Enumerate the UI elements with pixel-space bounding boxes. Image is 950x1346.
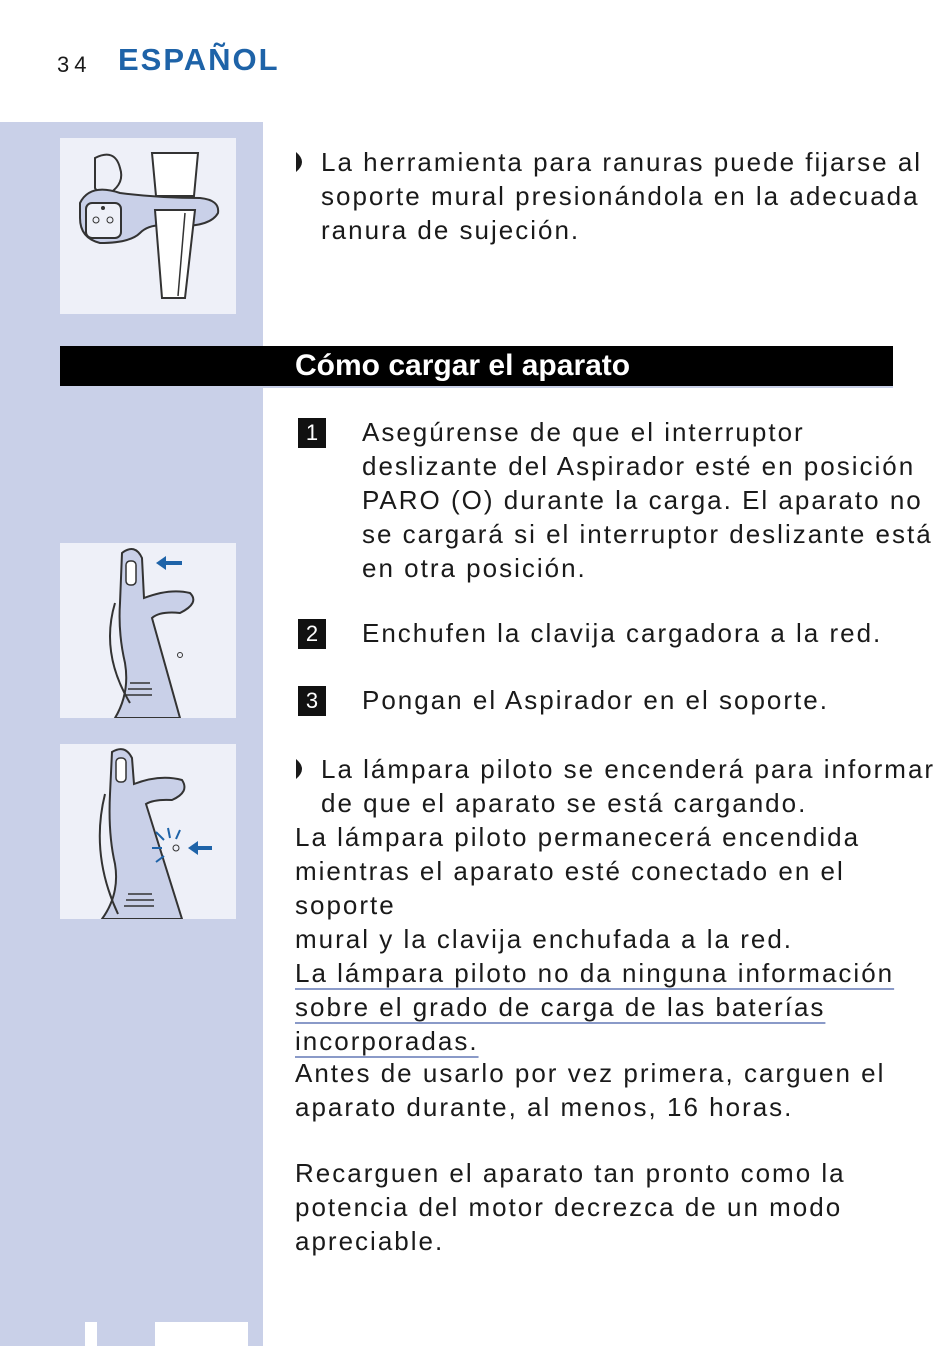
step-number-2: 2 [298, 619, 326, 649]
first-use-text: Antes de usarlo por vez primera, carguen el aparato durante, al menos, 16 horas. [295, 1058, 886, 1122]
page-number: 34 [57, 52, 92, 77]
pilot-lamp-illustration [60, 744, 236, 919]
pilot-note-line: La lámpara piloto no da ninguna información [295, 958, 895, 988]
language-heading: ESPAÑOL [118, 42, 280, 77]
bullet-icon [296, 759, 308, 779]
wall-mount-illustration [60, 138, 236, 314]
intro-text: La herramienta para ranuras puede fijarse al soporte mural presionándola en la adecuada ranura de sujeción. [321, 147, 923, 245]
step-3-text: Pongan el Aspirador en el soporte. [362, 685, 829, 715]
step-number-3: 3 [298, 686, 326, 716]
footer-mark [155, 1322, 248, 1346]
pilot-bullet-text: La lámpara piloto se encenderá para informar de que el aparato se está cargando. [321, 754, 936, 818]
recharge-text: Recarguen el aparato tan pronto como la potencia del motor decrezca de un modo apreciable. [295, 1158, 846, 1256]
bullet-icon [296, 152, 308, 172]
slide-switch-illustration [60, 543, 236, 718]
footer-mark [85, 1322, 97, 1346]
step-number-1: 1 [298, 418, 326, 448]
pilot-note-line: sobre el grado de carga de las baterías [295, 992, 826, 1022]
step-1-text: Asegúrense de que el interruptor deslizante del Aspirador esté en posición PARO (O) durante la carga. El aparato no se cargará si el interruptor deslizante está en otra posición. [362, 417, 933, 583]
pilot-body-text: La lámpara piloto permanecerá encendida mientras el aparato esté conectado en el soporte mural y la clavija enchufada a la red. La lámpara piloto no da ninguna información sobre el grado de carga de las baterías incorporadas. [295, 822, 895, 1056]
section-header-bar [60, 346, 893, 386]
pilot-note-line: incorporadas. [295, 1026, 479, 1056]
section-title: Cómo cargar el aparato [295, 349, 631, 382]
step-2-text: Enchufen la clavija cargadora a la red. [362, 618, 883, 648]
